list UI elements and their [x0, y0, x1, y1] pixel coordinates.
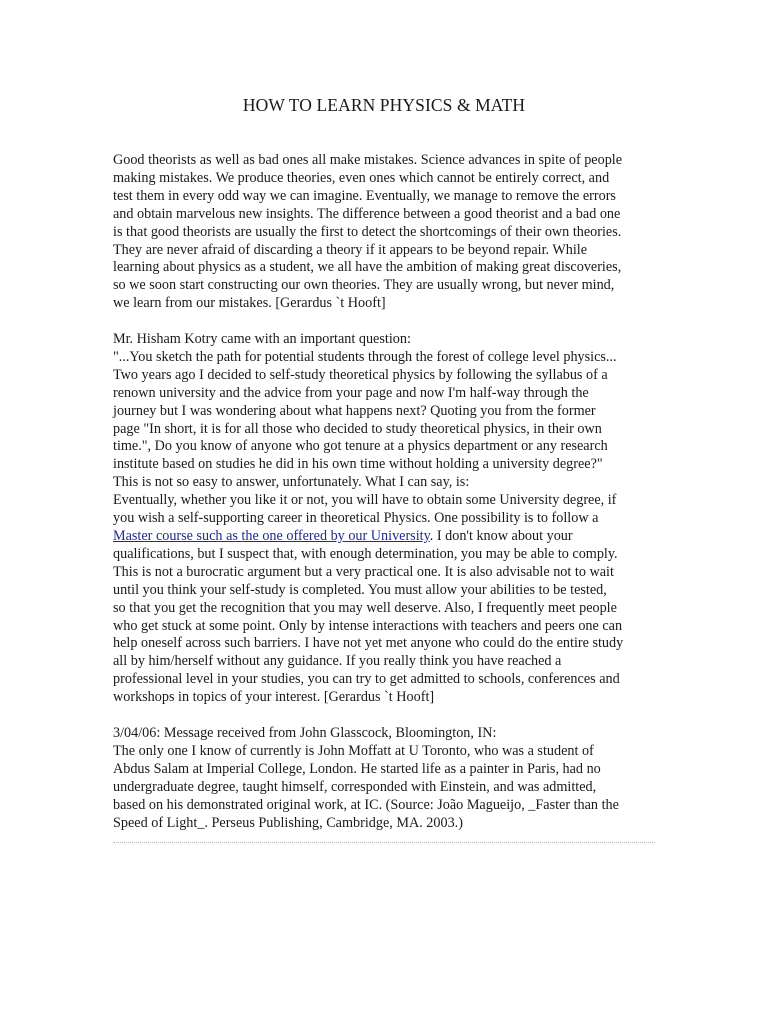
- text-line: Good theorists as well as bad ones all make mistakes. Science advances in spite of people: [113, 152, 623, 168]
- text-line: They are never afraid of discarding a theory if it appears to be beyond repair. While: [113, 241, 588, 258]
- text-line: institute based on studies he did in his own time without holding a university degree?": [113, 456, 603, 473]
- paragraph-spacer: [113, 313, 655, 331]
- link-trailing-text: . I don't know about your: [429, 528, 573, 545]
- document-body: [113, 152, 655, 832]
- dotted-divider: [113, 842, 655, 843]
- text-line: and obtain marvelous new insights. The difference between a good theorist and a bad one: [113, 205, 621, 222]
- text-line: qualifications, but I suspect that, with enough determination, you may be able to comply.: [113, 545, 618, 562]
- text-line: 3/04/06: Message received from John Glasscock, Bloomington, IN:: [113, 724, 497, 741]
- text-line: until you think your self-study is completed. You must allow your abilities to be tested,: [113, 581, 607, 598]
- text-line: Speed of Light_. Perseus Publishing, Cambridge, MA. 2003.): [113, 814, 463, 831]
- text-line: time.", Do you know of anyone who got tenure at a physics department or any research: [113, 438, 608, 455]
- page-title: HOW TO LEARN PHYSICS & MATH: [242, 95, 526, 115]
- text-line: who get stuck at some point. Only by intense interactions with teachers and peers one can: [113, 617, 623, 634]
- paragraph-glasscock-message: [113, 725, 655, 832]
- text-line: This is not a burocratic argument but a very practical one. It is also advisable not to wait: [113, 563, 614, 580]
- text-line: professional level in your studies, you can try to get admitted to schools, conferences and: [113, 671, 620, 688]
- paragraph-kotry-question: [113, 331, 655, 707]
- text-line: so we soon start constructing our own theories. They are usually wrong, but never mind,: [113, 277, 615, 294]
- text-line: Abdus Salam at Imperial College, London. He started life as a painter in Paris, had no: [113, 760, 601, 777]
- text-line: is that good theorists are usually the first to detect the shortcomings of their own theories.: [113, 223, 622, 240]
- text-line: "...You sketch the path for potential students through the forest of college level physics...: [113, 348, 617, 365]
- text-line: Mr. Hisham Kotry came with an important question:: [113, 331, 411, 348]
- master-course-link[interactable]: Master course such as the one offered by our University: [113, 528, 430, 545]
- text-line: all by him/herself without any guidance. If you really think you have reached a: [113, 653, 562, 670]
- text-line: you wish a self-supporting career in theoretical Physics. One possibility is to follow a: [113, 510, 599, 527]
- text-line: so that you get the recognition that you may well deserve. Also, I frequently meet people: [113, 599, 617, 616]
- text-line: journey but I was wondering about what happens next? Quoting you from the former: [113, 402, 596, 419]
- text-line: Eventually, whether you like it or not, you will have to obtain some University degree, if: [113, 492, 617, 509]
- text-line: Two years ago I decided to self-study theoretical physics by following the syllabus of a: [113, 366, 608, 383]
- text-line: page "In short, it is for all those who decided to study theoretical physics, in their own: [113, 420, 602, 437]
- text-line: The only one I know of currently is John Moffatt at U Toronto, who was a student of: [113, 742, 594, 759]
- text-line: undergraduate degree, taught himself, corresponded with Einstein, and was admitted,: [113, 778, 597, 795]
- text-line: we learn from our mistakes. [Gerardus `t Hooft]: [113, 295, 386, 312]
- text-line: This is not so easy to answer, unfortunately. What I can say, is:: [113, 474, 470, 491]
- text-line: workshops in topics of your interest. [Gerardus `t Hooft]: [113, 689, 435, 706]
- paragraph-spacer: [113, 707, 655, 725]
- text-line: test them in every odd way we can imagine. Eventually, we manage to remove the errors: [113, 187, 616, 204]
- text-line: based on his demonstrated original work, at IC. (Source: João Magueijo, _Faster than the: [113, 796, 619, 813]
- text-line: renown university and the advice from your page and now I'm half-way through the: [113, 384, 589, 401]
- text-line: learning about physics as a student, we all have the ambition of making great discoveries,: [113, 259, 622, 276]
- text-line: making mistakes. We produce theories, even ones which cannot be entirely correct, and: [113, 169, 610, 186]
- text-line-with-link: [113, 528, 655, 546]
- text-line: help oneself across such barriers. I have not yet met anyone who could do the entire study: [113, 635, 624, 652]
- paragraph-theorists-mistakes: [113, 152, 655, 313]
